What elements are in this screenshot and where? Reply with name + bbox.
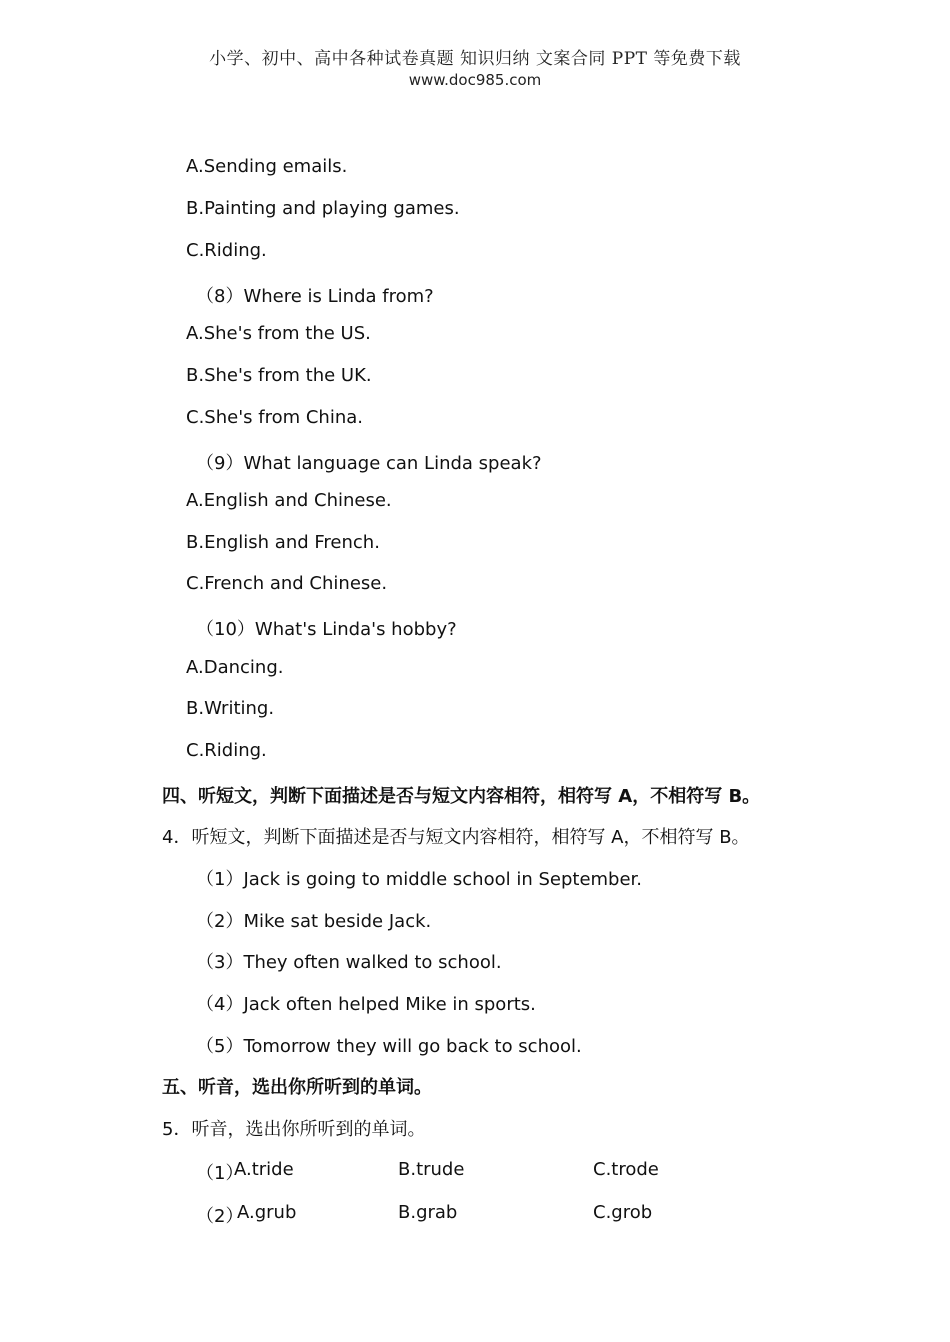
q10-option-b: B.Writing. [186, 698, 275, 719]
section5-instruction: 5．听音，选出你所听到的单词。 [162, 1119, 426, 1140]
section5-row-1-num: （1） [196, 1163, 244, 1184]
header-url: www.doc985.com [408, 71, 542, 89]
header-title: 小学、初中、高中各种试卷真题 知识归纳 文案合同 PPT 等免费下载 [209, 49, 741, 69]
q9-option-c: C.French and Chinese. [186, 573, 388, 594]
section4-heading: 四、听短文，判断下面描述是否与短文内容相符，相符写 A，不相符写 B。 [162, 786, 761, 807]
q9-question: （9）What language can Linda speak? [196, 453, 542, 474]
q10-question: （10）What's Linda's hobby? [196, 619, 457, 640]
q10-option-c: C.Riding. [186, 740, 267, 761]
q7-option-c: C.Riding. [186, 240, 267, 261]
q8-option-b: B.She's from the UK. [186, 365, 372, 386]
section4-item-1: （1）Jack is going to middle school in September. [196, 869, 643, 890]
section4-item-4: （4）Jack often helped Mike in sports. [196, 994, 536, 1015]
q7-option-a: A.Sending emails. [186, 156, 348, 177]
q8-option-c: C.She's from China. [186, 407, 363, 428]
q10-option-a: A.Dancing. [186, 657, 284, 678]
section5-row-1-b: B.trude [398, 1159, 465, 1180]
section4-item-3: （3）They often walked to school. [196, 952, 502, 973]
section4-instruction: 4．听短文，判断下面描述是否与短文内容相符，相符写 A，不相符写 B。 [162, 827, 750, 848]
section5-row-2-b: B.grab [398, 1202, 458, 1223]
q8-option-a: A.She's from the US. [186, 323, 371, 344]
section5-heading: 五、听音，选出你所听到的单词。 [162, 1077, 432, 1098]
section5-row-2-a: A.grub [237, 1202, 297, 1223]
page-header [0, 44, 950, 89]
section4-item-2: （2）Mike sat beside Jack. [196, 911, 432, 932]
section4-item-5: （5）Tomorrow they will go back to school. [196, 1036, 582, 1057]
section5-row-1-a: A.tride [234, 1159, 294, 1180]
section5-row-1-c: C.trode [593, 1159, 659, 1180]
section5-row-2-c: C.grob [593, 1202, 653, 1223]
section5-row-2-num: （2） [196, 1206, 244, 1227]
section5-row-2 [196, 1202, 653, 1307]
q9-option-b: B.English and French. [186, 532, 380, 553]
q7-option-b: B.Painting and playing games. [186, 198, 460, 219]
q8-question: （8）Where is Linda from? [196, 286, 434, 307]
q9-option-a: A.English and Chinese. [186, 490, 392, 511]
